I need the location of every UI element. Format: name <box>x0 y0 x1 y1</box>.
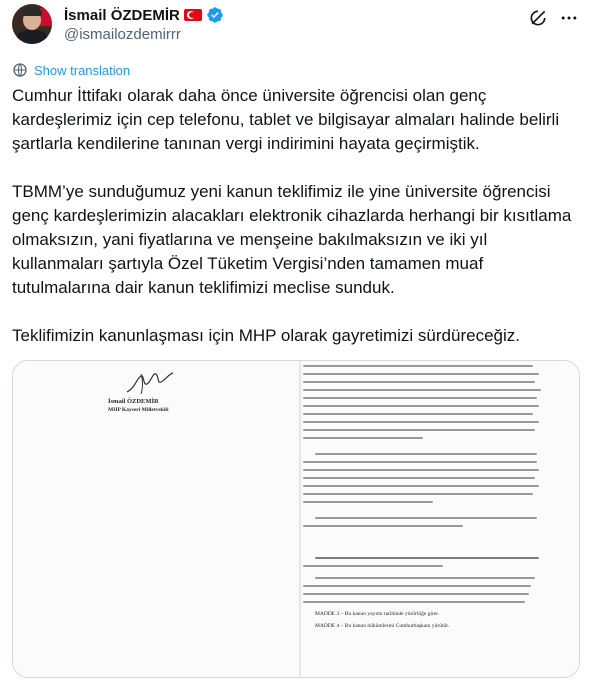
more-icon[interactable] <box>558 8 580 28</box>
handwritten-signature <box>121 366 181 398</box>
tweet-media-image[interactable] <box>12 360 580 678</box>
author-handle[interactable]: @ismailozdemirrr <box>64 26 181 43</box>
signer-name: İsmail ÖZDEMİR <box>108 398 159 405</box>
document-page-right <box>301 361 579 677</box>
madde-3-text: MADDE 3 – Bu kanun yayımı tarihinde yürürlüğe girer. <box>315 611 440 617</box>
show-translation-label[interactable]: Show translation <box>34 62 131 78</box>
show-translation-link[interactable] <box>12 62 130 78</box>
tweet-text <box>12 84 580 348</box>
tweet-paragraph: Cumhur İttifakı olarak daha önce üniversite öğrencisi olan genç kardeşlerimiz için cep telefonu, tablet ve bilgisayar almaları halinde belirli şartlarla kendilerine tanınan vergi indirimini hayata geçirmiştik. <box>12 86 560 153</box>
verified-badge-icon[interactable] <box>206 6 224 24</box>
tweet-paragraph: TBMM’ye sunduğumuz yeni kanun teklifimiz ile yine üniversite öğrencisi genç kardeşlerimizin alacakları elektronik cihazlarda herhangi bir kısıtlama olmaksızın, yani fiyatlarına ve menşeine bakılmaksızın ve iki yıl kullanmaları şartıyla Özel Tüketim Vergisi’nden tamamen muaf tutulmalarına dair kanun teklifimizi meclise sunduk. <box>12 182 572 297</box>
document-page-left <box>13 361 299 677</box>
grok-icon[interactable] <box>528 8 548 28</box>
avatar[interactable] <box>12 4 52 44</box>
turkish-flag-icon <box>184 9 202 21</box>
tweet-header <box>12 4 580 48</box>
translate-icon <box>12 62 28 78</box>
madde-4-text: MADDE 4 – Bu kanun hükümlerini Cumhurbaşkanı yürütür. <box>315 623 450 629</box>
signer-title: MHP Kayseri Milletvekili <box>108 407 169 413</box>
author-name-line <box>64 6 224 24</box>
tweet-paragraph: Teklifimizin kanunlaşması için MHP olarak gayretimizi sürdüreceğiz. <box>12 326 520 345</box>
author-display-name[interactable]: İsmail ÖZDEMİR <box>64 6 180 24</box>
